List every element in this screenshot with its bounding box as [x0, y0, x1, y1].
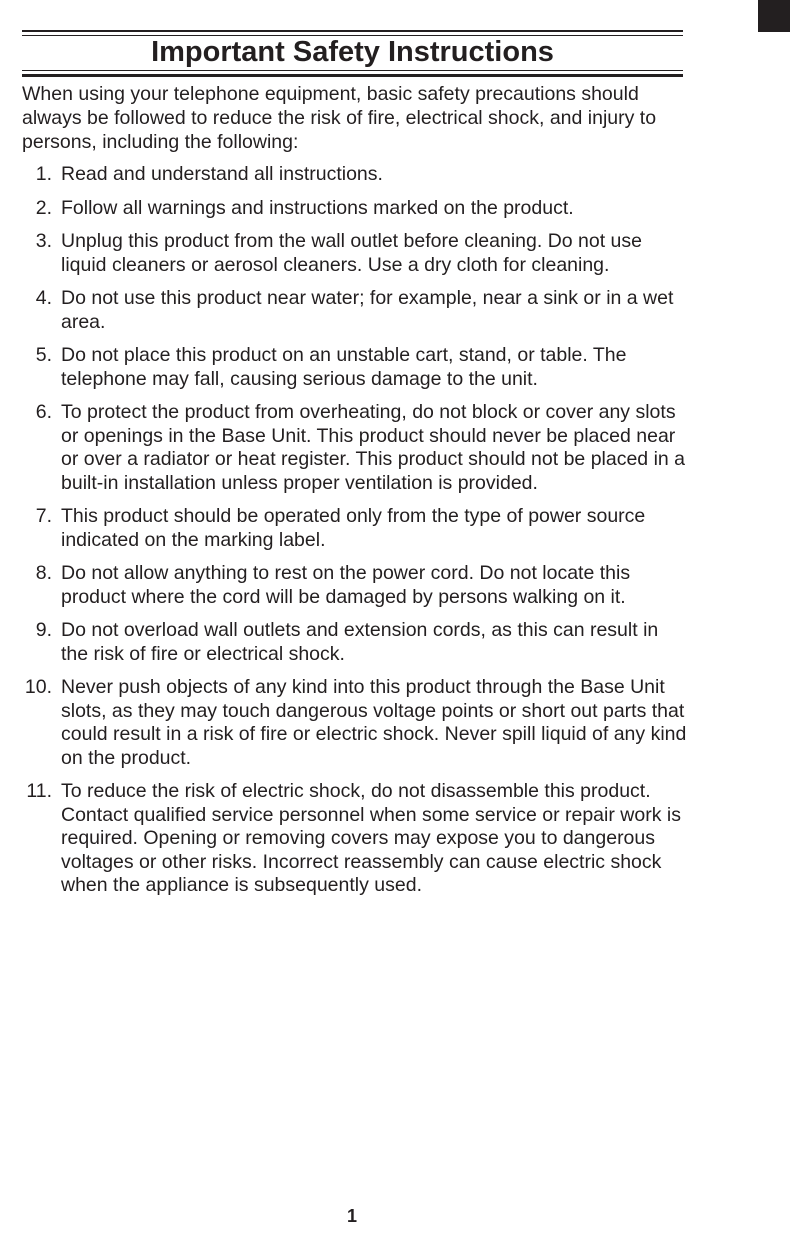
section-tab-marker: [758, 0, 790, 32]
item-text: Never push objects of any kind into this product through the Base Unit slots, as they may touch dangerous voltage points or short out parts that could result in a risk of fire or electric shock. Never spill liquid of any kind on the product.: [61, 676, 687, 769]
list-item: [0, 344, 690, 391]
list-item: [0, 562, 690, 609]
item-number: 6.: [35, 401, 52, 423]
intro-paragraph: When using your telephone equipment, basic safety precautions should always be followed to reduce the risk of fire, electrical shock, and injury to persons, including the following:: [22, 83, 657, 153]
list-item: [0, 230, 690, 277]
list-item: [0, 780, 690, 898]
item-text: Read and understand all instructions.: [61, 163, 383, 185]
list-item: [0, 197, 690, 221]
item-number: 7.: [35, 505, 52, 527]
item-text: Follow all warnings and instructions marked on the product.: [61, 196, 574, 219]
list-item: [0, 401, 690, 495]
item-text: Do not use this product near water; for example, near a sink or in a wet area.: [61, 287, 674, 333]
list-item: [0, 676, 690, 770]
item-number: 2.: [35, 196, 52, 219]
item-number: 11.: [26, 780, 52, 802]
item-number: 9.: [35, 619, 52, 641]
item-text: To protect the product from overheating, do not block or cover any slots or openings in the Base Unit. This product should never be placed near or over a radiator or heat register. This product should not be placed in a built-in installation unless proper ventilation is provided.: [61, 401, 686, 494]
item-number: 4.: [35, 287, 52, 309]
item-text: This product should be operated only from the type of power source indicated on the marking label.: [61, 505, 646, 551]
item-number: 10.: [24, 676, 52, 698]
item-text: Do not allow anything to rest on the power cord. Do not locate this product where the cord will be damaged by persons walking on it.: [61, 562, 631, 608]
list-item: [0, 163, 690, 187]
item-text: Do not place this product on an unstable cart, stand, or table. The telephone may fall, causing serious damage to the unit.: [61, 344, 627, 390]
list-item: [0, 619, 690, 666]
list-item: [0, 287, 690, 334]
item-number: 5.: [35, 344, 52, 366]
title-rule-bottom-thick: [22, 74, 683, 77]
item-text: Unplug this product from the wall outlet before cleaning. Do not use liquid cleaners or aerosol cleaners. Use a dry cloth for cleaning.: [61, 230, 643, 276]
title-rule-top: [22, 30, 683, 32]
item-number: 8.: [35, 562, 52, 584]
page-number: 1: [346, 1206, 357, 1226]
item-number: 3.: [35, 230, 52, 252]
safety-instruction-list: [0, 163, 690, 908]
item-text: To reduce the risk of electric shock, do not disassemble this product. Contact qualified service personnel when some service or repair work is required. Opening or removing covers may expose you to dangerous voltages or other risks. Incorrect reassembly can cause electric shock when the appliance is subsequently used.: [61, 780, 681, 896]
item-number: 1.: [35, 163, 52, 185]
title-rule-bottom: [22, 70, 683, 71]
page-title: Important Safety Instructions: [151, 36, 554, 68]
list-item: [0, 505, 690, 552]
item-text: Do not overload wall outlets and extension cords, as this can result in the risk of fire or electrical shock.: [61, 619, 659, 665]
